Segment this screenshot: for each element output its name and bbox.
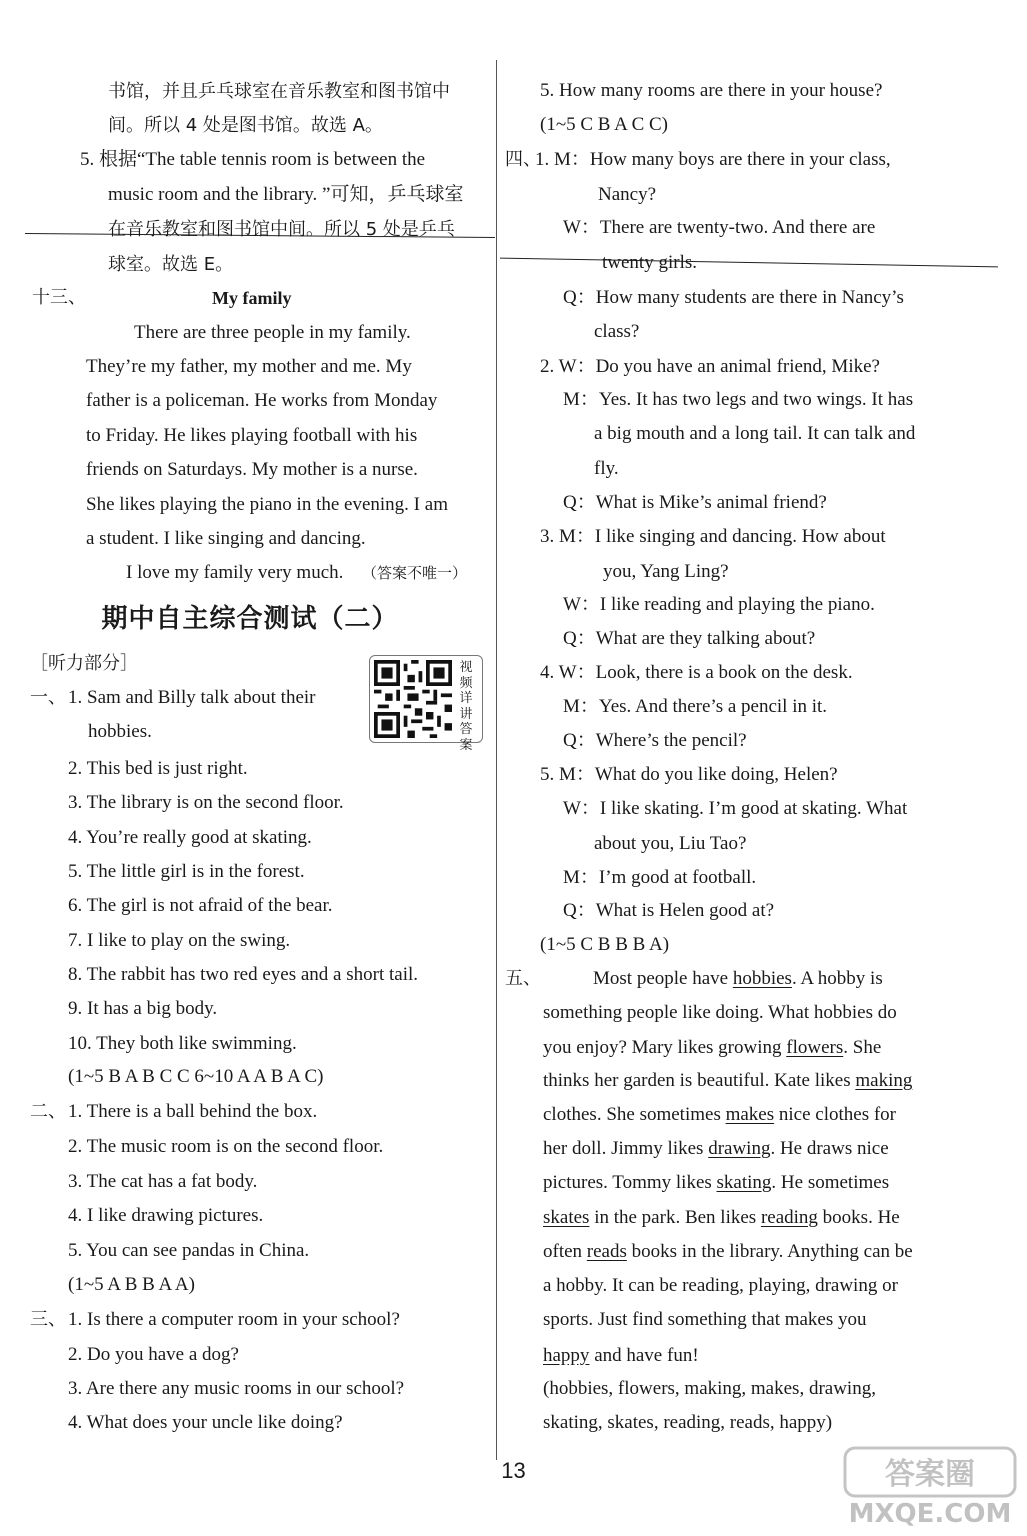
answer-list: (hobbies, flowers, making, makes, drawing, bbox=[543, 1378, 876, 1399]
answer-word: skating bbox=[716, 1172, 772, 1193]
answer-word: makes bbox=[725, 1104, 775, 1125]
passage-text: in the park. Ben likes bbox=[589, 1207, 761, 1228]
answer-word: skates bbox=[543, 1207, 590, 1228]
watermark-logo bbox=[840, 1440, 1020, 1530]
dialog-line: W：There are twenty-two. And there are bbox=[563, 217, 876, 238]
answer-word: making bbox=[855, 1070, 913, 1091]
essay-line: She likes playing the piano in the evening. I am bbox=[86, 494, 448, 515]
qr-code-icon bbox=[374, 660, 452, 738]
dialog-line: you, Yang Ling? bbox=[603, 561, 729, 582]
dialog-line: M：I’m good at football. bbox=[563, 867, 757, 888]
passage-text: . He sometimes bbox=[771, 1172, 890, 1193]
essay-line: friends on Saturdays. My mother is a nurse. bbox=[86, 459, 418, 480]
passage-line: something people like doing. What hobbies do bbox=[543, 1002, 897, 1023]
passage-line bbox=[543, 1103, 896, 1127]
listening-item: 4. I like drawing pictures. bbox=[68, 1205, 264, 1226]
passage-line bbox=[543, 1069, 912, 1093]
listening-item: 4. You’re really good at skating. bbox=[68, 827, 312, 848]
continued-line: 间。所以 4 处是图书馆。故选 A。 bbox=[108, 115, 383, 136]
section-1-label: 一、 bbox=[30, 687, 66, 708]
dialog-line: class? bbox=[594, 321, 640, 342]
test-title: 期中自主综合测试（二） bbox=[101, 604, 399, 634]
essay-title: My family bbox=[212, 288, 292, 308]
passage-line bbox=[543, 1206, 900, 1230]
listening-item: 10. They both like swimming. bbox=[68, 1033, 297, 1054]
passage-text: books in the library. Anything can be bbox=[626, 1241, 913, 1262]
passage-text: . She bbox=[843, 1037, 882, 1058]
section-13-label: 十三、 bbox=[32, 287, 86, 308]
continued-line: 5. 根据“The table tennis room is between the bbox=[80, 149, 426, 170]
dialog-line: Q：Where’s the pencil? bbox=[563, 730, 747, 751]
passage-text: you enjoy? Mary likes growing bbox=[543, 1037, 787, 1058]
page-number: 13 bbox=[501, 1458, 526, 1483]
answer-word: reading bbox=[760, 1207, 818, 1228]
listening-item: 9. It has a big body. bbox=[68, 998, 218, 1019]
answer-word: flowers bbox=[786, 1037, 844, 1058]
section-3-label: 三、 bbox=[30, 1309, 66, 1330]
listening-item: 8. The rabbit has two red eyes and a short tail. bbox=[68, 964, 418, 985]
dialog-line: a big mouth and a long tail. It can talk and bbox=[594, 423, 916, 444]
qr-label: 视频详讲答案 bbox=[459, 660, 473, 753]
answer-word: drawing bbox=[708, 1138, 771, 1159]
passage-text: . He draws nice bbox=[770, 1138, 889, 1159]
passage-text: . A hobby is bbox=[791, 968, 883, 989]
listening-item: 3. The cat has a fat body. bbox=[68, 1171, 258, 1192]
listening-item: 5. The little girl is in the forest. bbox=[68, 861, 305, 882]
dialog-line: W：I like reading and playing the piano. bbox=[563, 594, 875, 615]
listening-item: 2. The music room is on the second floor. bbox=[68, 1136, 384, 1157]
listening-item: 1. Sam and Billy talk about their bbox=[68, 687, 316, 708]
dialog-line: Nancy? bbox=[598, 184, 657, 205]
answer-key: (1~5 C B B B A) bbox=[540, 934, 670, 955]
answer-key: (1~5 C B A C C) bbox=[540, 114, 668, 135]
dialog-line: 4. W：Look, there is a book on the desk. bbox=[540, 662, 853, 683]
dialog-line: M：Yes. It has two legs and two wings. It has bbox=[563, 389, 914, 410]
passage-text: nice clothes for bbox=[774, 1104, 897, 1125]
listening-item: 3. Are there any music rooms in our school? bbox=[68, 1378, 405, 1399]
dialog-line: 5. M：What do you like doing, Helen? bbox=[540, 764, 838, 785]
listening-item: 5. You can see pandas in China. bbox=[68, 1240, 310, 1261]
passage-text: pictures. Tommy likes bbox=[543, 1172, 717, 1193]
essay-line: to Friday. He likes playing football with his bbox=[86, 425, 418, 446]
answer-note: （答案不唯一） bbox=[362, 564, 468, 582]
passage-text: often bbox=[543, 1241, 587, 1262]
svg-text:答案圈: 答案圈 bbox=[885, 1457, 975, 1492]
passage-text: books. He bbox=[817, 1207, 900, 1228]
passage-line bbox=[543, 1344, 699, 1368]
listening-item: hobbies. bbox=[88, 721, 152, 742]
listening-label: ［听力部分］ bbox=[30, 653, 138, 674]
listening-item: 2. This bed is just right. bbox=[68, 758, 248, 779]
passage-text: her doll. Jimmy likes bbox=[543, 1138, 709, 1159]
answer-key: (1~5 B A B C C 6~10 A A B A C) bbox=[68, 1066, 324, 1087]
answer-key: (1~5 A B B A A) bbox=[68, 1274, 195, 1295]
dialog-line: fly. bbox=[594, 458, 619, 479]
dialog-line: Q：How many students are there in Nancy’s bbox=[563, 287, 904, 308]
continued-line: 书馆，并且乒乓球室在音乐教室和图书馆中 bbox=[108, 81, 450, 102]
dialog-line: about you, Liu Tao? bbox=[594, 833, 747, 854]
passage-line bbox=[593, 967, 883, 991]
dialog-line: 3. M：I like singing and dancing. How about bbox=[540, 526, 886, 547]
answer-list: skating, skates, reading, reads, happy) bbox=[543, 1412, 833, 1433]
section-2-label: 二、 bbox=[30, 1101, 66, 1122]
passage-line: a hobby. It can be reading, playing, drawing or bbox=[543, 1275, 898, 1296]
essay-line: There are three people in my family. bbox=[134, 322, 411, 343]
svg-text:MXQE.COM: MXQE.COM bbox=[848, 1499, 1012, 1529]
passage-text: Most people have bbox=[593, 968, 733, 989]
dialog-line: Q：What is Helen good at? bbox=[563, 900, 775, 921]
passage-line bbox=[543, 1171, 889, 1195]
passage-line bbox=[543, 1137, 889, 1161]
listening-item: 7. I like to play on the swing. bbox=[68, 930, 291, 951]
dialog-line: Q：What is Mike’s animal friend? bbox=[563, 492, 827, 513]
continued-line: 在音乐教室和图书馆中间。所以 5 处是乒乓 bbox=[108, 219, 455, 240]
dialog-line: twenty girls. bbox=[602, 252, 697, 273]
passage-text: and have fun! bbox=[589, 1345, 699, 1366]
listening-item: 1. Is there a computer room in your school? bbox=[68, 1309, 400, 1330]
answer-word: reads bbox=[586, 1241, 627, 1262]
dialog-line: W：I like skating. I’m good at skating. What bbox=[563, 798, 908, 819]
answer-word: happy bbox=[543, 1345, 590, 1366]
dialog-line: 1. M：How many boys are there in your class, bbox=[535, 149, 891, 170]
section-5-label: 五、 bbox=[505, 968, 541, 989]
listening-item: 4. What does your uncle like doing? bbox=[68, 1412, 343, 1433]
passage-line bbox=[543, 1036, 881, 1060]
section-4-label: 四、 bbox=[505, 149, 541, 170]
essay-line: I love my family very much. bbox=[126, 562, 344, 583]
dialog-line: Q：What are they talking about? bbox=[563, 628, 816, 649]
scan-line-right bbox=[500, 258, 998, 268]
essay-line: father is a policeman. He works from Monday bbox=[86, 390, 438, 411]
listening-item: 6. The girl is not afraid of the bear. bbox=[68, 895, 333, 916]
listening-item: 1. There is a ball behind the box. bbox=[68, 1101, 318, 1122]
passage-line: sports. Just find something that makes you bbox=[543, 1309, 867, 1330]
continued-line: music room and the library. ”可知，乒乓球室 bbox=[108, 184, 464, 205]
listening-item: 2. Do you have a dog? bbox=[68, 1344, 239, 1365]
qr-code-box[interactable] bbox=[369, 655, 483, 753]
passage-text: thinks her garden is beautiful. Kate likes bbox=[543, 1070, 856, 1091]
essay-line: a student. I like singing and dancing. bbox=[86, 528, 366, 549]
dialog-line: M：Yes. And there’s a pencil in it. bbox=[563, 696, 828, 717]
dialog-line: 2. W：Do you have an animal friend, Mike? bbox=[540, 356, 880, 377]
listening-item: 3. The library is on the second floor. bbox=[68, 792, 344, 813]
continued-line: 球室。故选 E。 bbox=[108, 254, 234, 275]
listening-item: 5. How many rooms are there in your house? bbox=[540, 80, 883, 101]
essay-line: They’re my father, my mother and me. My bbox=[86, 356, 412, 377]
answer-word: hobbies bbox=[732, 968, 792, 989]
column-divider bbox=[496, 60, 497, 1460]
passage-text: clothes. She sometimes bbox=[543, 1104, 726, 1125]
passage-line bbox=[543, 1240, 913, 1264]
